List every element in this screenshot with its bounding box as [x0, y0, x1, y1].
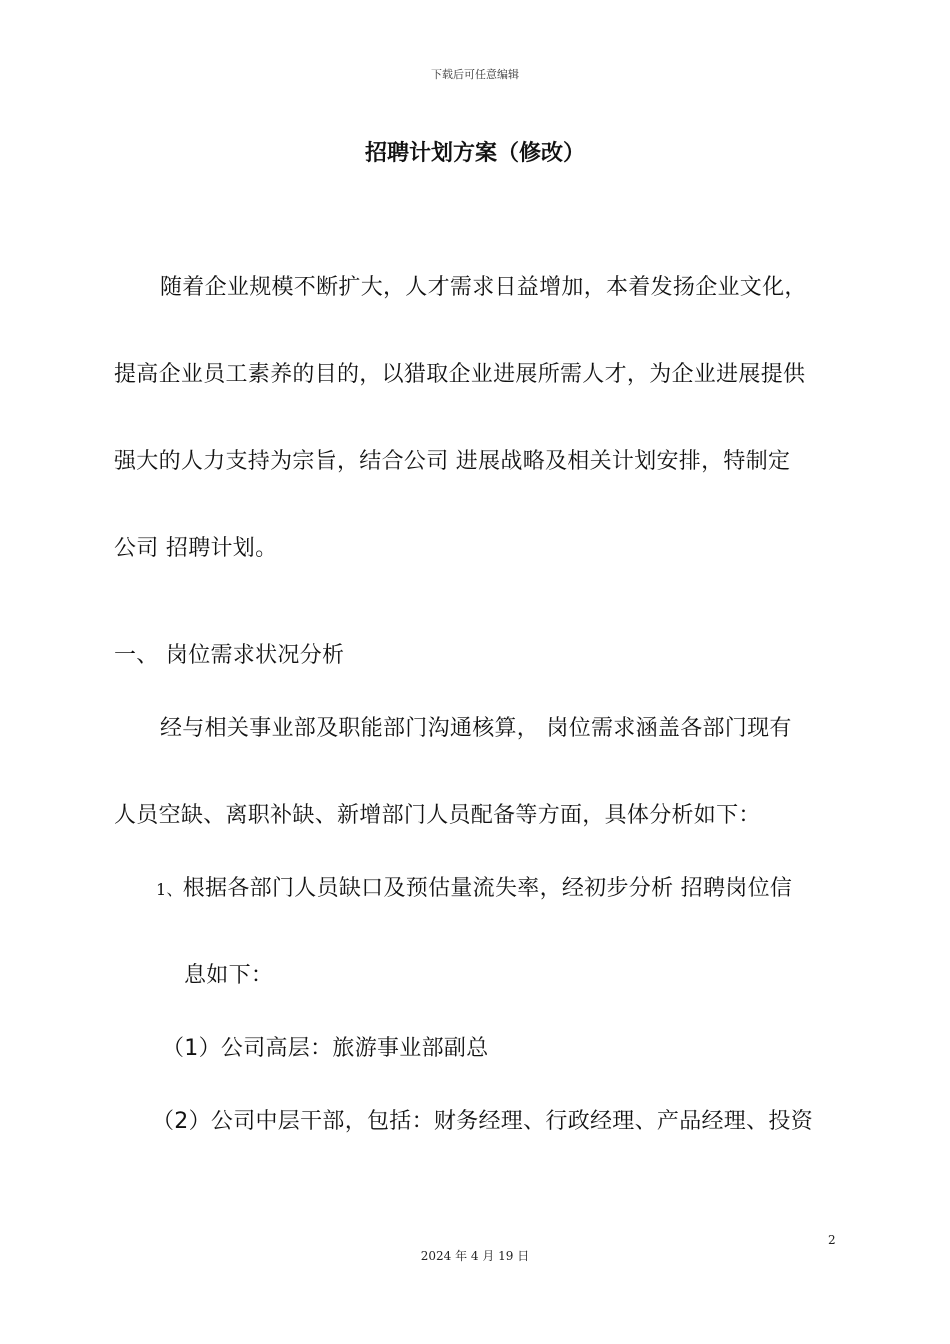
intro-line-3: 强大的人力支持为宗旨，结合公司 进展战略及相关计划安排，特制定	[114, 449, 791, 474]
item-1-line-1: 根据各部门人员缺口及预估量流失率，经初步分析 招聘岗位信	[182, 876, 793, 901]
section-1-line-2: 人员空缺、离职补缺、新增部门人员配备等方面，具体分析如下：	[114, 803, 761, 828]
sub-item-1: （1）公司高层：旅游事业部副总	[162, 1036, 489, 1061]
section-1-line-1: 经与相关事业部及职能部门沟通核算， 岗位需求涵盖各部门现有	[160, 716, 792, 741]
document-title: 招聘计划方案（修改）	[364, 141, 585, 166]
intro-line-2: 提高企业员工素养的目的，以猎取企业进展所需人才，为企业进展提供	[114, 362, 806, 387]
item-1-number: 1、	[156, 880, 183, 899]
header-note: 下载后可任意编辑	[431, 68, 519, 81]
item-1	[156, 871, 792, 902]
section-1-heading: 一、 岗位需求状况分析	[114, 643, 345, 668]
sub-item-2: （2）公司中层干部，包括：财务经理、行政经理、产品经理、投资	[152, 1109, 813, 1134]
intro-line-4: 公司 招聘计划。	[114, 536, 278, 561]
footer-date: 2024 年 4 月 19 日	[420, 1249, 530, 1263]
item-1-line-2: 息如下：	[184, 963, 274, 988]
page-number: 2	[828, 1233, 836, 1247]
intro-line-1: 随着企业规模不断扩大，人才需求日益增加，本着发扬企业文化，	[160, 275, 807, 300]
